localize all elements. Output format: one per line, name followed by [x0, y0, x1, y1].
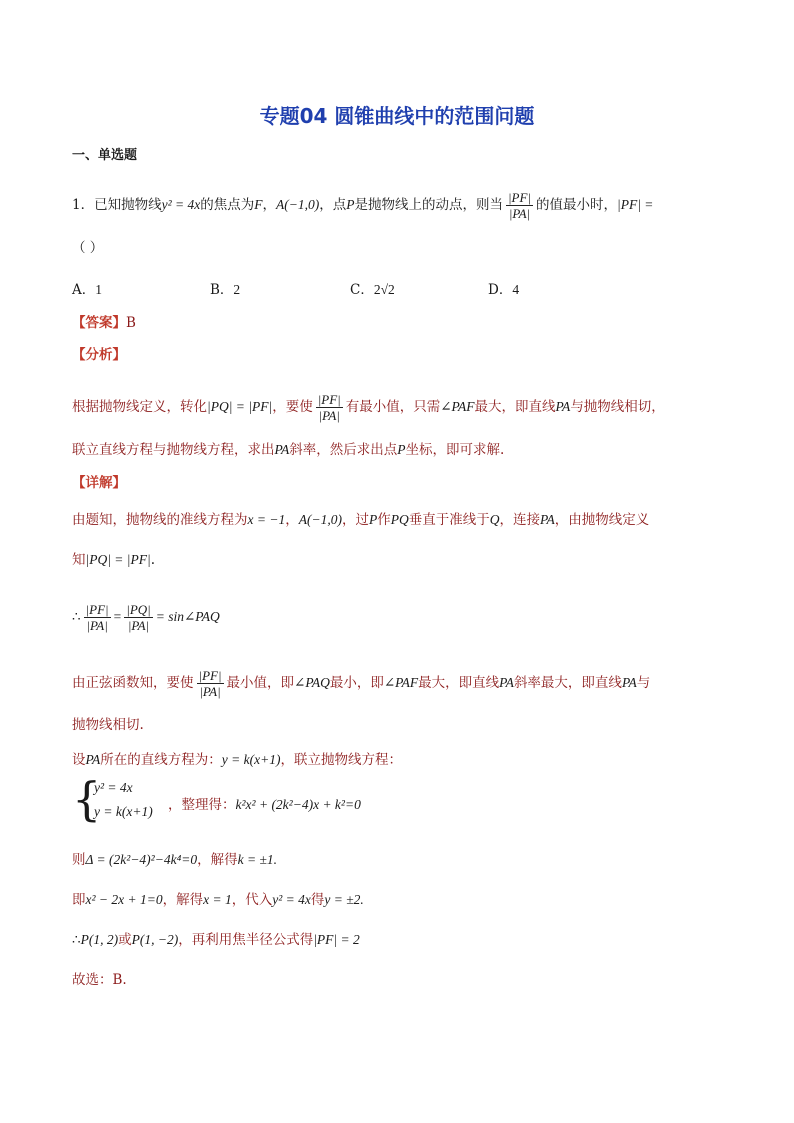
- detail-line-1: 由题知，抛物线的准线方程为x = −1，A(−1,0)，过P作PQ垂直于准线于Q，连接PA，由抛物线定义: [72, 512, 650, 528]
- detail-line-6: 设PA所在的直线方程为：y = k(x+1)，联立抛物线方程：: [72, 752, 402, 768]
- option-c[interactable]: C．2√2: [350, 282, 395, 298]
- option-a[interactable]: A．1: [72, 282, 102, 298]
- fraction: $\frac{|PF|}{|PA|}$: [507, 190, 532, 221]
- option-d[interactable]: D．4: [488, 282, 520, 298]
- detail-line-2: 知|PQ| = |PF|.: [72, 552, 155, 568]
- detail-line-3: ∴ $\frac{|PF|}{|PA|}$ = $\frac{|PQ|}{|PA|}$ = sin∠PAQ: [72, 602, 220, 633]
- analysis-line-1: 根据抛物线定义，转化|PQ| = |PF|，要使 $\frac{|PF|}{|PA|}$ 有最小值，只需∠PAF最大，即直线PA与抛物线相切，: [72, 392, 665, 423]
- question-stem: 1．已知抛物线y² = 4x的焦点为F，A(−1,0)，点P是抛物线上的动点，则当 $\frac{|PF|}{|PA|}$ 的值最小时，|PF| =: [72, 190, 654, 221]
- system-result: ，整理得：k²x² + (2k²−4)x + k²=0: [168, 797, 361, 813]
- detail-line-9: 即x² − 2x + 1=0，解得x = 1，代入y² = 4x得y = ±2.: [72, 892, 364, 908]
- detail-line-5: 抛物线相切.: [72, 717, 144, 733]
- answer-paren: （ ）: [72, 240, 104, 256]
- detail-line-4: 由正弦函数知，要使 $\frac{|PF|}{|PA|}$ 最小值，即∠PAQ最小，即∠PAF最大，即直线PA斜率最大，即直线PA与: [72, 668, 651, 699]
- analysis-tag: 【分析】: [72, 347, 126, 363]
- fraction: $\frac{|PF|}{|PA|}$: [198, 668, 222, 699]
- fraction: $\frac{|PQ|}{|PA|}$: [126, 602, 151, 633]
- analysis-line-2: 联立直线方程与抛物线方程，求出PA斜率，然后求出点P坐标，即可求解.: [72, 442, 505, 458]
- detail-tag: 【详解】: [72, 475, 126, 491]
- answer-tag: 【答案】: [72, 315, 126, 331]
- section-heading: 一、单选题: [72, 148, 138, 163]
- detail-line-10: ∴P(1, 2)或P(1, −2)，再利用焦半径公式得|PF| = 2: [72, 932, 360, 948]
- option-b[interactable]: B．2: [210, 282, 241, 298]
- document-page: 专题04 圆锥曲线中的范围问题 一、单选题 1．已知抛物线y² = 4x的焦点为F，A(−1,0)，点P是抛物线上的动点，则当 $\frac{|PF|}{|PA|}$ 的值最小时，|PF| = （ ） A．1 B．2 C．2√2 D．4 【答案】B 【分析】 根据抛物线定义，转化|PQ| = |PF|，要使 $\frac{|PF|}{|PA|}$ 有最小值，只需∠PAF最大，即直线PA与抛物线相切， 联立直线方程与抛物线方程，求出PA斜率，然后求出点P坐标，即可求解. 【详解】 由题知，抛物线的准线方程为x = −1，A(−1,0)，过P作PQ垂直于准线于Q，连接PA，由抛物线定义 知|PQ| = |PF|. ∴ $\frac{|PF|}{|PA|}$ = $\frac{|PQ|}{|PA|}$ = sin∠PAQ 由正弦函数知，要使 $\frac{|PF|}{|PA|}$ 最小值，即∠PAQ最小，即∠PAF最大，即直线PA斜率最大，即直线PA与 抛物线相切. 设PA所在的直线方程为：y = k(x+1)，联立抛物线方程： { y² = 4x y = k(x+1) ，整理得：k²x² + (2k²−4)x + k²=0 则Δ = (2k²−4)²−4k⁴=0，解得k = ±1. 即x² − 2x + 1=0，解得x = 1，代入y² = 4x得y = ±2. ∴P(1, 2)或P(1, −2)，再利用焦半径公式得|PF| = 2 故选：B.: [0, 0, 794, 1123]
- detail-line-11: 故选：B.: [72, 972, 127, 988]
- left-brace-icon: {: [72, 772, 102, 826]
- fraction: $\frac{|PF|}{|PA|}$: [317, 392, 341, 423]
- answer-row: [72, 313, 136, 333]
- answer-value: B: [126, 315, 136, 331]
- fraction: $\frac{|PF|}{|PA|}$: [85, 602, 109, 633]
- page-title: 专题04 圆锥曲线中的范围问题: [259, 104, 535, 128]
- question-number: 1．: [72, 197, 95, 213]
- detail-line-8: 则Δ = (2k²−4)²−4k⁴=0，解得k = ±1.: [72, 852, 278, 868]
